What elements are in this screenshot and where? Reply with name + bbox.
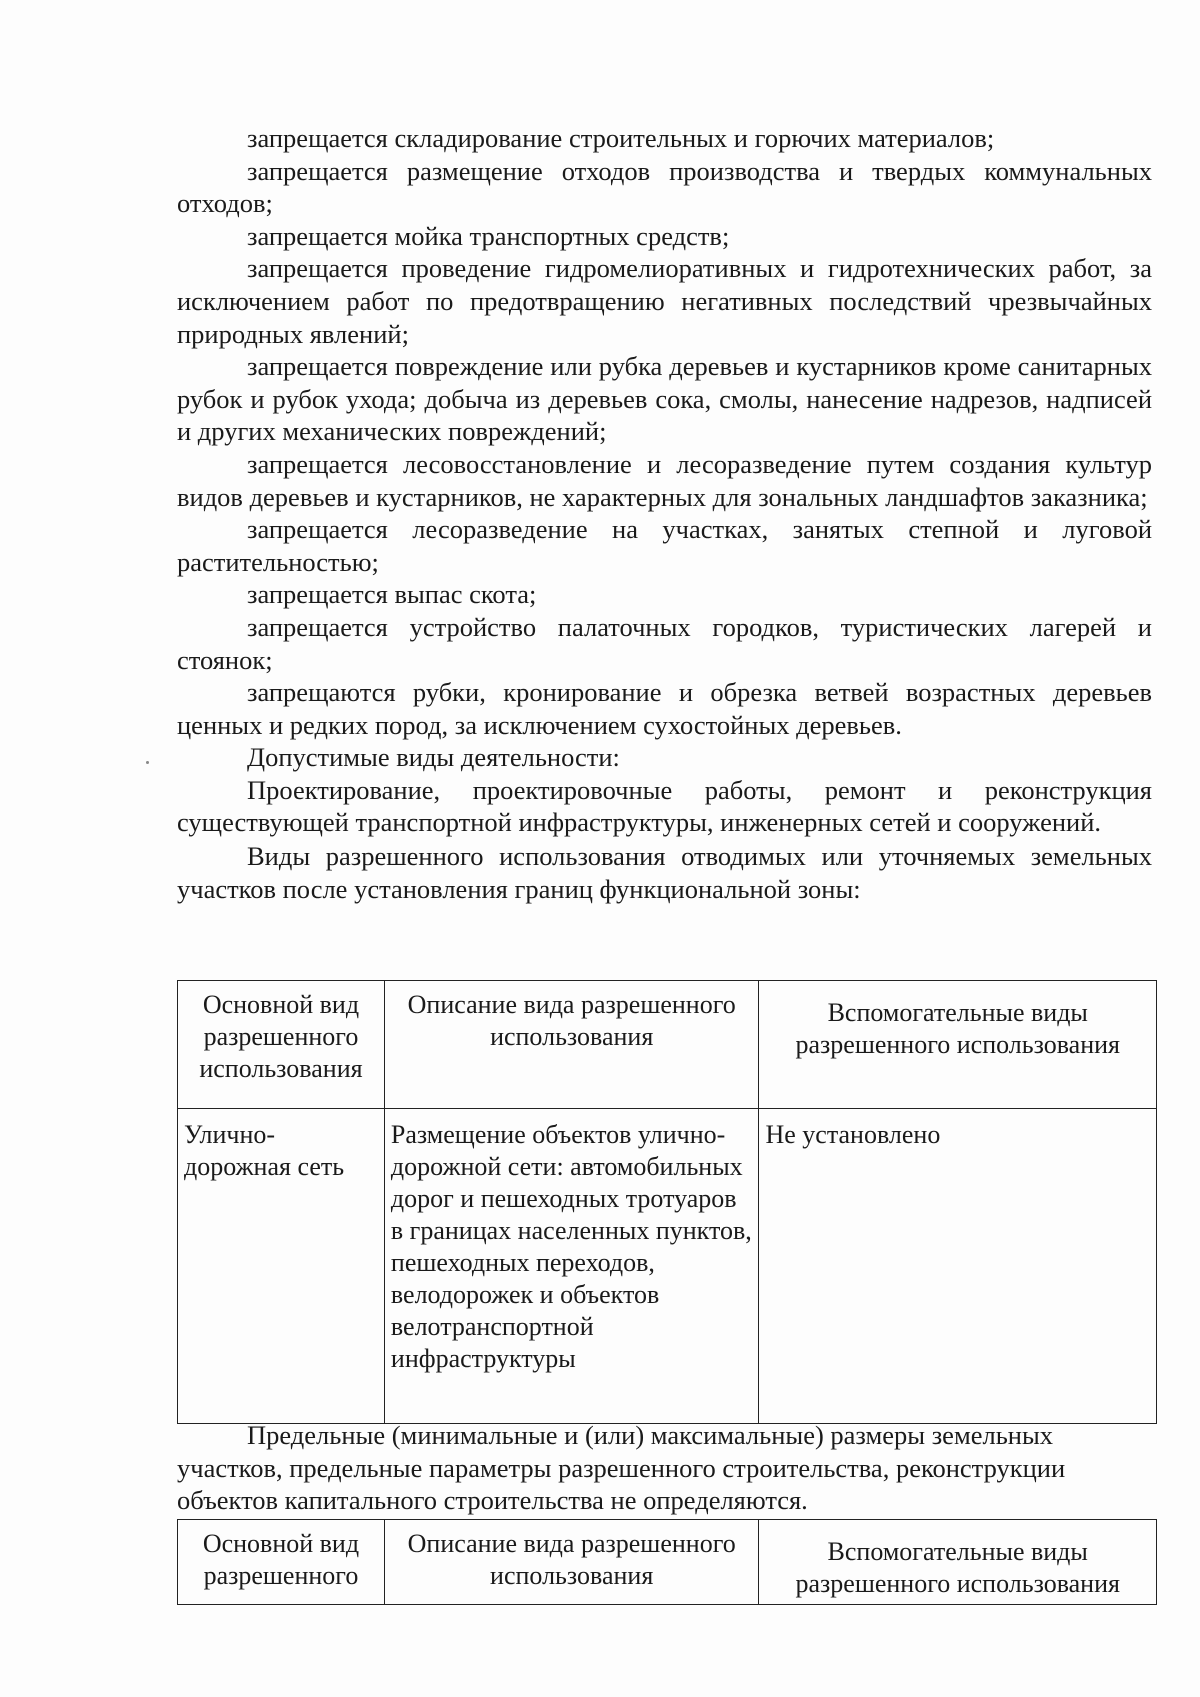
paragraph-reforestation-ban: запрещается лесовосстановление и лесоразведение путем создания культур видов деревьев и кустарников, не характерных для зональных ландшафтов заказника; <box>177 448 1152 512</box>
paragraph-allowed-heading: Допустимые виды деятельности: <box>247 742 620 773</box>
header-auxiliary-uses: Вспомогательные виды разрешенного использования <box>759 981 1157 1109</box>
paragraph-allowed-activities: Проектирование, проектировочные работы, ремонт и реконструкция существующей транспортной инфраструктуры, инженерных сетей и сооружений. <box>177 774 1152 838</box>
paragraph-vehicle-wash-ban: запрещается мойка транспортных средств; <box>247 220 730 251</box>
paragraph-afforestation-ban: запрещается лесоразведение на участках, занятых степной и луговой растительностью; <box>177 514 1152 577</box>
land-use-table-grid <box>177 980 1157 1424</box>
scan-artifact-dot <box>146 761 149 764</box>
header-auxiliary-uses: Вспомогательные виды разрешенного использования <box>759 1520 1157 1605</box>
body-text <box>177 122 1152 905</box>
paragraph-hydro-works-ban: запрещается проведение гидромелиоративных и гидротехнических работ, за исключением работ по предотвращению негативных последствий чрезвычайных природных явлений; <box>177 253 1152 349</box>
paragraph-cutting-ban: запрещаются рубки, кронирование и обрезка ветвей возрастных деревьев ценных и редких пород, за исключением сухостойных деревьев. <box>177 677 1152 740</box>
second-land-use-table-grid <box>177 1519 1157 1605</box>
paragraph-storage-ban: запрещается складирование строительных и горючих материалов; <box>247 123 995 153</box>
paragraph-grazing-ban: запрещается выпас скота; <box>247 579 537 610</box>
table-header-row <box>178 981 1157 1109</box>
paragraph-tree-damage-ban: запрещается повреждение или рубка деревьев и кустарников кроме санитарных рубок и рубок ухода; добыча из деревьев сока, смолы, нанесение надрезов, надписей и других механических повреждений; <box>177 351 1152 447</box>
land-use-table <box>177 980 1157 1424</box>
limits-text <box>177 1419 1152 1517</box>
header-use-description: Описание вида разрешенного использования <box>384 981 759 1109</box>
header-main-use: Основной вид разрешенного <box>178 1520 385 1605</box>
second-land-use-table <box>177 1519 1157 1605</box>
cell-auxiliary-uses: Не установлено <box>759 1109 1157 1424</box>
paragraph-camping-ban: запрещается устройство палаточных городков, туристических лагерей и стоянок; <box>177 611 1152 675</box>
table-header-row <box>178 1520 1157 1605</box>
cell-main-use: Улично-дорожная сеть <box>178 1109 385 1424</box>
header-use-description: Описание вида разрешенного использования <box>384 1520 759 1605</box>
paragraph-waste-ban: запрещается размещение отходов производства и твердых коммунальных отходов; <box>177 155 1152 219</box>
cell-use-description: Размещение объектов улично-дорожной сети: автомобильных дорог и пешеходных тротуаров в границах населенных пунктов, пешеходных переходов, велодорожек и объектов велотранспортной инфраструктуры <box>384 1109 759 1424</box>
table-row <box>178 1109 1157 1424</box>
paragraph-table-intro: Виды разрешенного использования отводимых или уточняемых земельных участков после установления границ функциональной зоны: <box>177 841 1152 904</box>
paragraph-limits: Предельные (минимальные и (или) максимальные) размеры земельных участков, предельные параметры разрешенного строительства, реконструкции объектов капитального строительства не определяются. <box>177 1420 1066 1516</box>
header-main-use: Основной вид разрешенного использования <box>178 981 385 1109</box>
